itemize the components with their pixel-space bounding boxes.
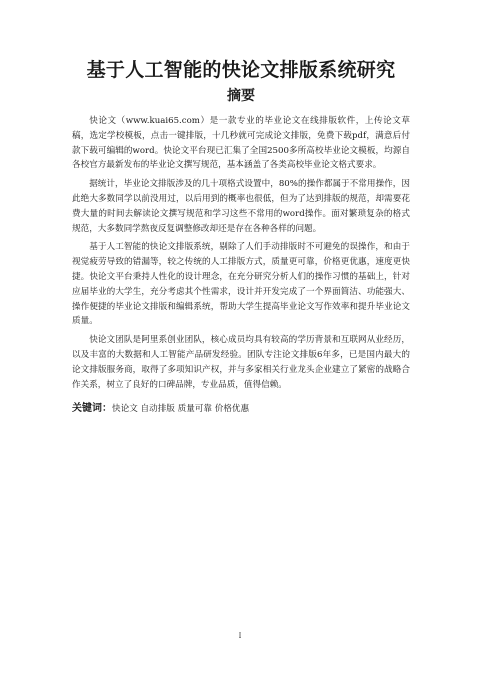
- abstract-heading: 摘要: [227, 88, 255, 104]
- paper-title: 基于人工智能的快论文排版系统研究: [86, 59, 396, 81]
- abstract-paragraph-2: 据统计，毕业论文排版涉及的几十项格式设置中，80%的操作都属于不常用操作，因此绝大多数同学以前没用过，以后用到的概率也很低，但为了达到排版的规范，却需要花费大量的时间去解读论文撰写规范和学习这些不常用的word操作。面对繁琐复杂的格式规范，大多数同学熬夜反复调整修改却还是存在各种各样的问题。: [72, 179, 410, 234]
- page-number: I: [238, 632, 242, 640]
- abstract-paragraph-3: 基于人工智能的快论文排版系统，剔除了人们手动排版时不可避免的误操作，和由于视觉疲劳导致的错漏等，较之传统的人工排版方式，质量更可靠，价格更优惠，速度更快捷。快论文平台秉持人性化的设计理念，在充分研究分析人们的操作习惯的基础上，针对应届毕业的大学生，充分考虑其个性需求，设计并开发完成了一个界面简洁、功能强大、操作便捷的毕业论文排版和编辑系统，帮助大学生提高毕业论文写作效率和提升毕业论文质量。: [72, 242, 410, 327]
- keywords-line: [72, 402, 410, 416]
- keywords-label: 关键词：: [72, 403, 112, 415]
- abstract-paragraph-4: 快论文团队是阿里系创业团队，核心成员均具有较高的学历背景和互联网从业经历，以及丰富的大数据和人工智能产品研发经验。团队专注论文排版6年多，已是国内最大的论文排版服务商，取得了多项知识产权，并与多家相关行业龙头企业建立了紧密的战略合作关系，树立了良好的口碑品牌，专业品质，值得信赖。: [72, 335, 410, 390]
- abstract-paragraph-1: 快论文（www.kuai65.com）是一款专业的毕业论文在线排版软件，上传论文草稿，选定学校模板，点击一键排版，十几秒就可完成论文排版，免费下载pdf，满意后付款下载可编辑的word。快论文平台现已汇集了全国2500多所高校毕业论文模板，均源自各校官方最新发布的毕业论文撰写规范，基本涵盖了各类高校毕业论文格式要求。: [72, 116, 410, 171]
- keywords-text: 快论文 自动排版 质量可靠 价格优惠: [112, 404, 250, 415]
